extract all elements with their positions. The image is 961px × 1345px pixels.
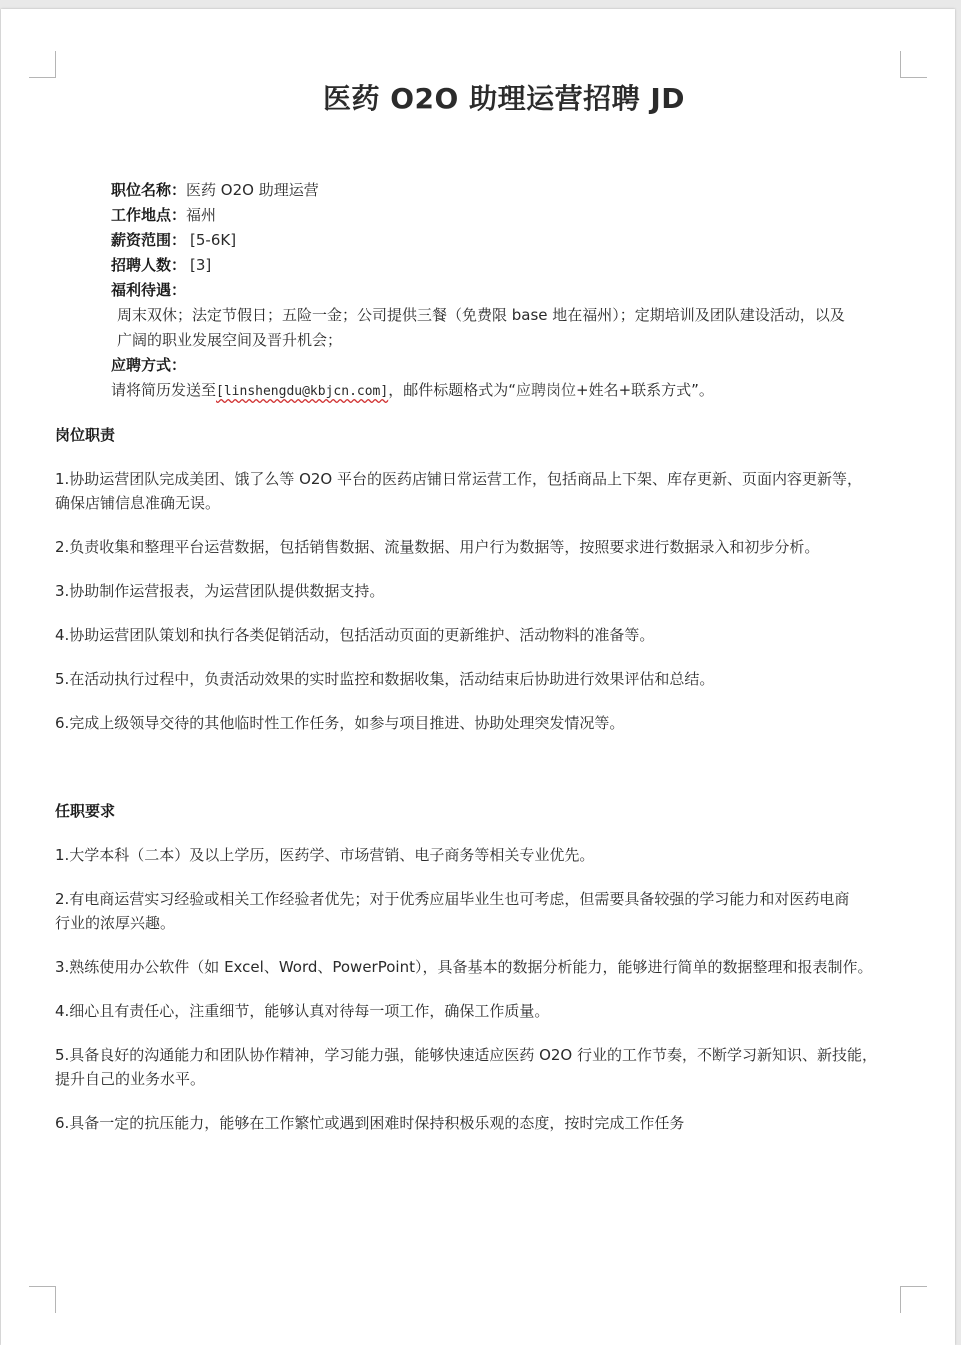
document-title: 医药 O2O 助理运营招聘 JD <box>323 82 685 115</box>
requirement-item-2 <box>55 887 905 935</box>
requirements-title: 任职要求 <box>55 802 116 820</box>
requirement-item-line: 5.具备良好的沟通能力和团队协作精神，学习能力强，能够快速适应医药 O2O 行业的工作节奏，不断学习新知识、新技能， <box>55 1046 878 1064</box>
benefits-row <box>111 278 911 303</box>
duty-item-6 <box>55 711 905 735</box>
duty-item-2 <box>55 535 905 559</box>
benefits-line-1: 周末双休；法定节假日；五险一金；公司提供三餐（免费限 base 地在福州）；定期培训及团队建设活动，以及 <box>117 306 845 324</box>
requirement-item-5 <box>55 1043 905 1091</box>
duty-item-line: 4.协助运营团队策划和执行各类促销活动，包括活动页面的更新维护、活动物料的准备等。 <box>55 626 655 644</box>
requirement-item-3 <box>55 955 905 979</box>
duty-item-line: 2.负责收集和整理平台运营数据，包括销售数据、流量数据、用户行为数据等，按照要求进行数据录入和初步分析。 <box>55 538 820 556</box>
apply-middle: ，邮件标题格式为“ <box>388 381 516 399</box>
location-value: 福州 <box>186 206 217 224</box>
requirement-item-line: 3.熟练使用办公软件（如 Excel、Word、PowerPoint），具备基本的数据分析能力，能够进行简单的数据整理和报表制作。 <box>55 958 873 976</box>
requirement-item-line: 2.有电商运营实习经验或相关工作经验者优先；对于优秀应届毕业生也可考虑，但需要具备较强的学习能力和对医药电商 <box>55 890 850 908</box>
headcount-label: 招聘人数： <box>111 256 187 274</box>
duties-list <box>55 467 905 735</box>
apply-row <box>111 353 911 378</box>
requirements-list <box>55 843 905 1135</box>
duties-section <box>55 423 905 735</box>
requirement-item-line: 提升自己的业务水平。 <box>55 1070 206 1088</box>
salary-row <box>111 228 911 253</box>
duty-item-3 <box>55 579 905 603</box>
job-info-block <box>111 178 911 404</box>
duty-item-line: 1.协助运营团队完成美团、饿了么等 O2O 平台的医药店铺日常运营工作，包括商品上下架、库存更新、页面内容更新等， <box>55 470 863 488</box>
duty-item-line: 6.完成上级领导交待的其他临时性工作任务，如参与项目推进、协助处理突发情况等。 <box>55 714 625 732</box>
requirement-item-line: 行业的浓厚兴趣。 <box>55 914 176 932</box>
requirements-section <box>55 799 905 1135</box>
position-row <box>111 178 911 203</box>
duties-title: 岗位职责 <box>55 426 116 444</box>
apply-email[interactable]: [linshengdu@kbjcn.com] <box>216 384 389 399</box>
duty-item-4 <box>55 623 905 647</box>
duty-item-line: 3.协助制作运营报表，为运营团队提供数据支持。 <box>55 582 385 600</box>
duty-item-line: 确保店铺信息准确无误。 <box>55 494 221 512</box>
location-row <box>111 203 911 228</box>
headcount-value: [3] <box>190 256 212 274</box>
margin-marker-top-left <box>29 51 56 78</box>
apply-format-text: 应聘岗位 <box>515 381 576 399</box>
requirement-item-line: 6.具备一定的抗压能力，能够在工作繁忙或遇到困难时保持积极乐观的态度，按时完成工作任务 <box>55 1114 685 1132</box>
requirement-item-1 <box>55 843 905 867</box>
requirement-item-line: 4.细心且有责任心，注重细节，能够认真对待每一项工作，确保工作质量。 <box>55 1002 550 1020</box>
apply-instructions <box>111 378 911 404</box>
salary-value: [5-6K] <box>190 231 237 249</box>
duty-item-line: 5.在活动执行过程中，负责活动效果的实时监控和数据收集，活动结束后协助进行效果评估和总结。 <box>55 670 715 688</box>
position-value: 医药 O2O 助理运营 <box>186 181 319 199</box>
headcount-row <box>111 253 911 278</box>
duty-item-1 <box>55 467 905 515</box>
position-label: 职位名称： <box>111 181 187 199</box>
margin-marker-bottom-right <box>900 1286 927 1313</box>
apply-prefix: 请将简历发送至 <box>111 381 217 399</box>
requirement-item-6 <box>55 1111 905 1135</box>
apply-suffix: +姓名+联系方式”。 <box>576 381 714 399</box>
requirement-item-line: 1.大学本科（二本）及以上学历，医药学、市场营销、电子商务等相关专业优先。 <box>55 846 595 864</box>
duty-item-5 <box>55 667 905 691</box>
margin-marker-bottom-left <box>29 1286 56 1313</box>
salary-label: 薪资范围： <box>111 231 187 249</box>
benefits-label: 福利待遇： <box>111 281 187 299</box>
requirement-item-4 <box>55 999 905 1023</box>
apply-label: 应聘方式： <box>111 356 187 374</box>
location-label: 工作地点： <box>111 206 187 224</box>
benefits-line-2: 广阔的职业发展空间及晋升机会； <box>117 331 343 349</box>
margin-marker-top-right <box>900 51 927 78</box>
